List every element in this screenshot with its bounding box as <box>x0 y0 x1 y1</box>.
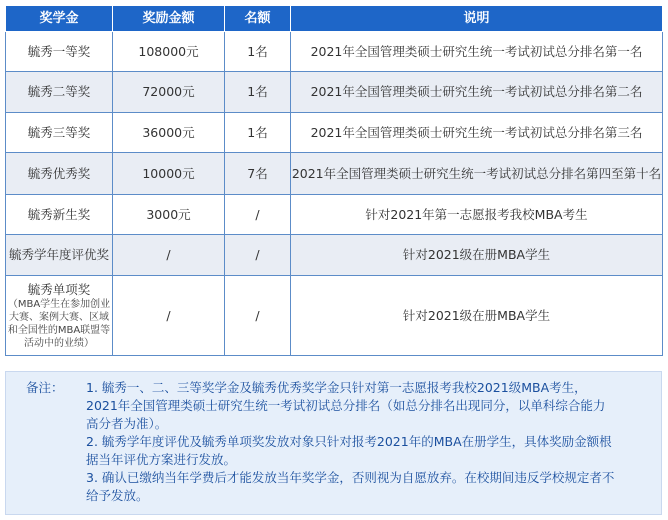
cell-amount: 108000元 <box>113 32 225 72</box>
cell-description: 2021年全国管理类硕士研究生统一考试初试总分排名第四至第十名 <box>291 153 663 195</box>
cell-scholarship-name: 毓秀一等奖 <box>6 32 113 72</box>
table-row <box>6 72 663 113</box>
cell-scholarship-name: 毓秀新生奖 <box>6 195 113 235</box>
cell-description: 2021年全国管理类硕士研究生统一考试初试总分排名第三名 <box>291 113 663 153</box>
cell-quota: 1名 <box>225 32 291 72</box>
notes-label: 备注： <box>26 380 64 395</box>
cell-description: 针对2021年第一志愿报考我校MBA考生 <box>291 195 663 235</box>
cell-amount: 3000元 <box>113 195 225 235</box>
cell-quota: 1名 <box>225 72 291 113</box>
scholarship-name-label: 毓秀单项奖 <box>27 281 91 297</box>
scholarship-table <box>5 5 663 356</box>
table-row <box>6 32 663 72</box>
cell-description: 针对2021级在册MBA学生 <box>291 235 663 276</box>
table-row <box>6 235 663 276</box>
cell-scholarship-name <box>6 276 113 356</box>
header-amount: 奖励金额 <box>113 6 225 32</box>
table-header-row <box>6 6 663 32</box>
notes-first-line <box>26 379 647 397</box>
header-description: 说明 <box>291 6 663 32</box>
cell-quota: 1名 <box>225 113 291 153</box>
notes-line: 1. 毓秀一、二、三等奖学金及毓秀优秀奖学金只针对第一志愿报考我校2021级MBA考生， <box>86 380 587 395</box>
cell-description: 2021年全国管理类硕士研究生统一考试初试总分排名第一名 <box>291 32 663 72</box>
notes-line: 据当年评优方案进行发放。 <box>86 452 237 467</box>
table-row <box>6 153 663 195</box>
notes-line: 2021年全国管理类硕士研究生统一考试初试总分排名（如总分排名出现同分，以单科综合能力 <box>86 398 606 413</box>
notes-line: 高分者为准）。 <box>86 416 168 431</box>
cell-quota: 7名 <box>225 153 291 195</box>
cell-scholarship-name: 毓秀三等奖 <box>6 113 113 153</box>
table-row <box>6 276 663 356</box>
cell-amount: / <box>113 235 225 276</box>
cell-description: 2021年全国管理类硕士研究生统一考试初试总分排名第二名 <box>291 72 663 113</box>
notes-line: 给予发放。 <box>86 488 149 503</box>
cell-quota: / <box>225 195 291 235</box>
header-quota: 名额 <box>225 6 291 32</box>
table-row <box>6 113 663 153</box>
notes-line: 3. 确认已缴纳当年学费后才能发放当年奖学金，否则视为自愿放弃。在校期间违反学校规定者不 <box>86 470 615 485</box>
cell-scholarship-name: 毓秀二等奖 <box>6 72 113 113</box>
cell-amount: 36000元 <box>113 113 225 153</box>
cell-amount: / <box>113 276 225 356</box>
table-row <box>6 195 663 235</box>
notes-box <box>5 371 662 515</box>
cell-description: 针对2021级在册MBA学生 <box>291 276 663 356</box>
header-scholarship: 奖学金 <box>6 6 113 32</box>
cell-quota: / <box>225 235 291 276</box>
cell-scholarship-name: 毓秀优秀奖 <box>6 153 113 195</box>
cell-amount: 72000元 <box>113 72 225 113</box>
cell-quota: / <box>225 276 291 356</box>
cell-amount: 10000元 <box>113 153 225 195</box>
scholarship-name-note: （MBA学生在参加创业大赛、案例大赛、区域和全国性的MBA联盟等活动中的业绩） <box>7 298 111 349</box>
cell-scholarship-name: 毓秀学年度评优奖 <box>6 235 113 276</box>
notes-line: 2. 毓秀学年度评优及毓秀单项奖发放对象只针对报考2021年的MBA在册学生，具体奖励金额根 <box>86 434 612 449</box>
